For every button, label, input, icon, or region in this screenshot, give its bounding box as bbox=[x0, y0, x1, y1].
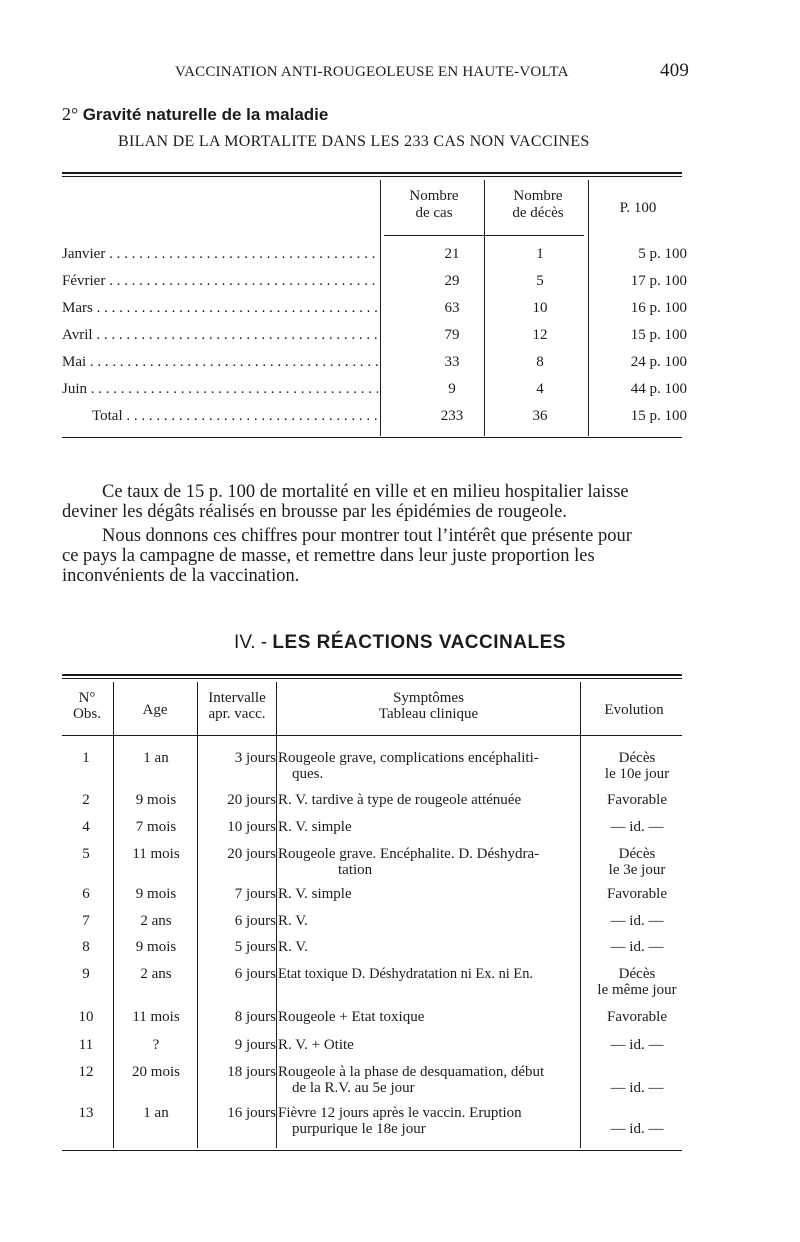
cell-age: 9 mois bbox=[135, 886, 177, 902]
page-number: 409 bbox=[660, 60, 690, 81]
paragraph-1 bbox=[62, 482, 674, 522]
evo-line2: le même jour bbox=[597, 982, 677, 998]
cell-symptomes: R. V. simple bbox=[278, 819, 352, 835]
header-sym-line1: Symptômes bbox=[393, 690, 464, 706]
row-label: Mai . . . bbox=[62, 354, 378, 371]
paragraph-2 bbox=[62, 526, 674, 586]
table-row-total bbox=[62, 408, 687, 434]
row-pct: 5 p. 100 bbox=[638, 246, 687, 262]
cell-symptomes: Rougeole + Etat toxique bbox=[278, 1009, 425, 1025]
table2-header-intervalle bbox=[198, 690, 276, 722]
row-label: Février . . . bbox=[62, 273, 378, 290]
cell-age: 11 mois bbox=[132, 846, 180, 862]
cell-intervalle: 10 jours bbox=[227, 819, 276, 835]
header-int-line2: apr. vacc. bbox=[208, 706, 266, 722]
row-cas: 233 bbox=[440, 408, 464, 424]
row-pct: 17 p. 100 bbox=[630, 273, 687, 289]
cell-age: 9 mois bbox=[135, 939, 177, 955]
paragraph-line: ce pays la campagne de masse, et remettre dans leur juste proportion les bbox=[62, 546, 595, 566]
paragraph-text: Ce taux de 15 p. 100 de mortalité en ville et en milieu hospitalier laisse bbox=[102, 482, 629, 502]
row-deces: 1 bbox=[536, 246, 544, 262]
table2-col-divider-4 bbox=[580, 682, 581, 1148]
row-deces: 12 bbox=[532, 327, 548, 343]
table-row bbox=[62, 381, 687, 407]
evo-line1: Décès bbox=[618, 846, 656, 862]
paragraph-line: inconvénients de la vaccination. bbox=[62, 566, 300, 586]
evo-line1 bbox=[587, 1105, 687, 1121]
table1-header-deces bbox=[496, 188, 580, 222]
cell-intervalle: 20 jours bbox=[227, 792, 276, 808]
sym-line2: de la R.V. au 5e jour bbox=[292, 1080, 415, 1096]
cell-obs: 1 bbox=[82, 750, 90, 766]
evo-line2: le 10e jour bbox=[604, 766, 670, 782]
table2-header-symptomes bbox=[277, 690, 580, 722]
header-sym-line2: Tableau clinique bbox=[378, 706, 479, 722]
cell-obs: 11 bbox=[78, 1037, 94, 1053]
header-pct-text: P. 100 bbox=[619, 200, 657, 216]
cell-intervalle: 5 jours bbox=[234, 939, 276, 955]
row-label: Janvier . . . bbox=[62, 246, 378, 263]
table-row bbox=[62, 300, 687, 326]
cell-symptomes bbox=[278, 1105, 578, 1137]
cell-symptomes: R. V. + Otite bbox=[278, 1037, 354, 1053]
evo-line1: Décès bbox=[618, 966, 656, 982]
evo-line2: le 3e jour bbox=[608, 862, 666, 878]
table1-top-rule-thin bbox=[62, 176, 682, 177]
row-deces: 10 bbox=[532, 300, 548, 316]
cell-evolution: — id. — bbox=[610, 1037, 664, 1053]
cell-symptomes bbox=[278, 750, 578, 782]
row-deces: 36 bbox=[532, 408, 548, 424]
table2-top-rule bbox=[62, 674, 682, 676]
sym-line1: Fièvre 12 jours après le vaccin. Eruption bbox=[278, 1105, 522, 1121]
table-row bbox=[62, 273, 687, 299]
section-heading bbox=[62, 104, 328, 125]
cell-symptomes: R. V. tardive à type de rougeole atténuée bbox=[278, 792, 522, 808]
cell-evolution bbox=[587, 750, 687, 782]
evo-line1 bbox=[587, 1064, 687, 1080]
cell-age: 2 ans bbox=[140, 966, 172, 982]
row-cas: 79 bbox=[444, 327, 460, 343]
table1-top-rule bbox=[62, 172, 682, 174]
table2-header-age bbox=[114, 702, 196, 718]
cell-symptomes: Etat toxique D. Déshydratation ni Ex. ni En. bbox=[278, 966, 533, 982]
paragraph-line bbox=[62, 482, 674, 502]
header-obs-line2: Obs. bbox=[73, 706, 101, 722]
table-row bbox=[62, 327, 687, 353]
table2-bottom-rule bbox=[62, 1150, 682, 1151]
cell-obs: 13 bbox=[78, 1105, 94, 1121]
evo-line1: Décès bbox=[618, 750, 656, 766]
cell-age: 9 mois bbox=[135, 792, 177, 808]
sym-line1: Rougeole grave. Encéphalite. D. Déshydra- bbox=[278, 846, 540, 862]
cell-intervalle: 9 jours bbox=[234, 1037, 276, 1053]
header-obs-line1: N° bbox=[78, 690, 96, 706]
sym-line2: tation bbox=[338, 862, 373, 878]
table1-header-cas bbox=[392, 188, 476, 222]
table2-header-rule bbox=[62, 735, 682, 736]
sym-line2: purpurique le 18e jour bbox=[292, 1121, 426, 1137]
cell-intervalle: 8 jours bbox=[234, 1009, 276, 1025]
row-pct: 24 p. 100 bbox=[630, 354, 687, 370]
section-iv-title: LES RÉACTIONS VACCINALES bbox=[272, 632, 566, 653]
cell-intervalle: 16 jours bbox=[227, 1105, 276, 1121]
header-evo-text: Evolution bbox=[604, 702, 664, 718]
table2-col-divider-2 bbox=[197, 682, 198, 1148]
cell-evolution bbox=[587, 846, 687, 878]
cell-evolution: Favorable bbox=[607, 886, 667, 902]
paragraph-line: Nous donnons ces chiffres pour montrer tout l’intérêt que présente pour bbox=[102, 526, 632, 546]
cell-age: 1 an bbox=[143, 1105, 169, 1121]
row-cas: 63 bbox=[444, 300, 460, 316]
row-cas: 21 bbox=[444, 246, 460, 262]
paragraph-line: deviner les dégâts réalisés en brousse par les épidémies de rougeole. bbox=[62, 502, 567, 522]
cell-evolution: — id. — bbox=[610, 913, 664, 929]
table1-bottom-rule bbox=[62, 437, 682, 438]
cell-evolution bbox=[587, 1105, 687, 1137]
row-deces: 5 bbox=[536, 273, 544, 289]
cell-intervalle: 18 jours bbox=[227, 1064, 276, 1080]
cell-intervalle: 7 jours bbox=[234, 886, 276, 902]
evo-line2: — id. — bbox=[610, 1080, 664, 1096]
sym-line2: ques. bbox=[292, 766, 324, 782]
section-iv-number: IV. - bbox=[234, 632, 268, 653]
evo-line2: — id. — bbox=[610, 1121, 664, 1137]
cell-evolution bbox=[587, 1064, 687, 1096]
row-pct: 15 p. 100 bbox=[630, 408, 687, 424]
row-label: Avril . . . bbox=[62, 327, 378, 344]
cell-obs: 7 bbox=[82, 913, 90, 929]
cell-obs: 8 bbox=[82, 939, 90, 955]
cell-obs: 9 bbox=[82, 966, 90, 982]
table2-col-divider-1 bbox=[113, 682, 114, 1148]
cell-age: 11 mois bbox=[132, 1009, 180, 1025]
cell-age: 1 an bbox=[143, 750, 169, 766]
cell-evolution: Favorable bbox=[607, 1009, 667, 1025]
cell-symptomes bbox=[278, 846, 578, 878]
row-cas: 9 bbox=[448, 381, 456, 397]
cell-evolution: — id. — bbox=[610, 819, 664, 835]
cell-obs: 2 bbox=[82, 792, 90, 808]
section-iv-heading bbox=[62, 632, 738, 654]
cell-obs: 10 bbox=[78, 1009, 94, 1025]
cell-intervalle: 3 jours bbox=[234, 750, 276, 766]
cell-symptomes: R. V. bbox=[278, 913, 308, 929]
header-cas-text: Nombre de cas bbox=[409, 188, 459, 221]
cell-age: 2 ans bbox=[140, 913, 172, 929]
cell-symptomes: R. V. bbox=[278, 939, 308, 955]
cell-intervalle: 20 jours bbox=[227, 846, 276, 862]
table2-header-evolution bbox=[581, 702, 687, 718]
row-cas: 29 bbox=[444, 273, 460, 289]
section-title: Gravité naturelle de la maladie bbox=[82, 105, 329, 124]
cell-age: 7 mois bbox=[135, 819, 177, 835]
cell-evolution: Favorable bbox=[607, 792, 667, 808]
header-age-text: Age bbox=[142, 702, 168, 718]
cell-symptomes bbox=[278, 1064, 578, 1096]
table1-header-pct bbox=[596, 200, 680, 217]
cell-age: 20 mois bbox=[132, 1064, 180, 1080]
cell-obs: 12 bbox=[78, 1064, 94, 1080]
cell-symptomes: R. V. simple bbox=[278, 886, 352, 902]
table-row bbox=[62, 246, 687, 272]
row-label: Mars . . . bbox=[62, 300, 378, 317]
header-deces-text: Nombre de décès bbox=[512, 188, 564, 221]
row-deces: 4 bbox=[536, 381, 544, 397]
running-head-title: VACCINATION ANTI-ROUGEOLEUSE EN HAUTE-VOLTA bbox=[175, 64, 569, 80]
table-row bbox=[62, 354, 687, 380]
section-number: 2° bbox=[62, 104, 79, 124]
row-pct: 44 p. 100 bbox=[630, 381, 687, 397]
sym-line1: Rougeole grave, complications encéphaliti- bbox=[278, 750, 539, 766]
cell-evolution bbox=[587, 966, 687, 998]
cell-obs: 5 bbox=[82, 846, 90, 862]
row-cas: 33 bbox=[444, 354, 460, 370]
sym-line1: Rougeole à la phase de desquamation, début bbox=[278, 1064, 545, 1080]
cell-obs: 4 bbox=[82, 819, 90, 835]
cell-obs: 6 bbox=[82, 886, 90, 902]
row-pct: 15 p. 100 bbox=[630, 327, 687, 343]
table2-header-obs bbox=[62, 690, 112, 722]
cell-intervalle: 6 jours bbox=[234, 913, 276, 929]
header-int-line1: Intervalle bbox=[208, 690, 266, 706]
cell-evolution: — id. — bbox=[610, 939, 664, 955]
row-deces: 8 bbox=[536, 354, 544, 370]
cell-intervalle: 6 jours bbox=[234, 966, 276, 982]
cell-age: ? bbox=[152, 1037, 160, 1053]
row-pct: 16 p. 100 bbox=[630, 300, 687, 316]
row-label: Juin . . . bbox=[62, 381, 378, 398]
table-caption: BILAN DE LA MORTALITE DANS LES 233 CAS NON VACCINES bbox=[118, 133, 590, 150]
table2-col-divider-3 bbox=[276, 682, 277, 1148]
row-label: Total . . . bbox=[92, 408, 378, 425]
table2-top-rule-thin bbox=[62, 678, 682, 679]
